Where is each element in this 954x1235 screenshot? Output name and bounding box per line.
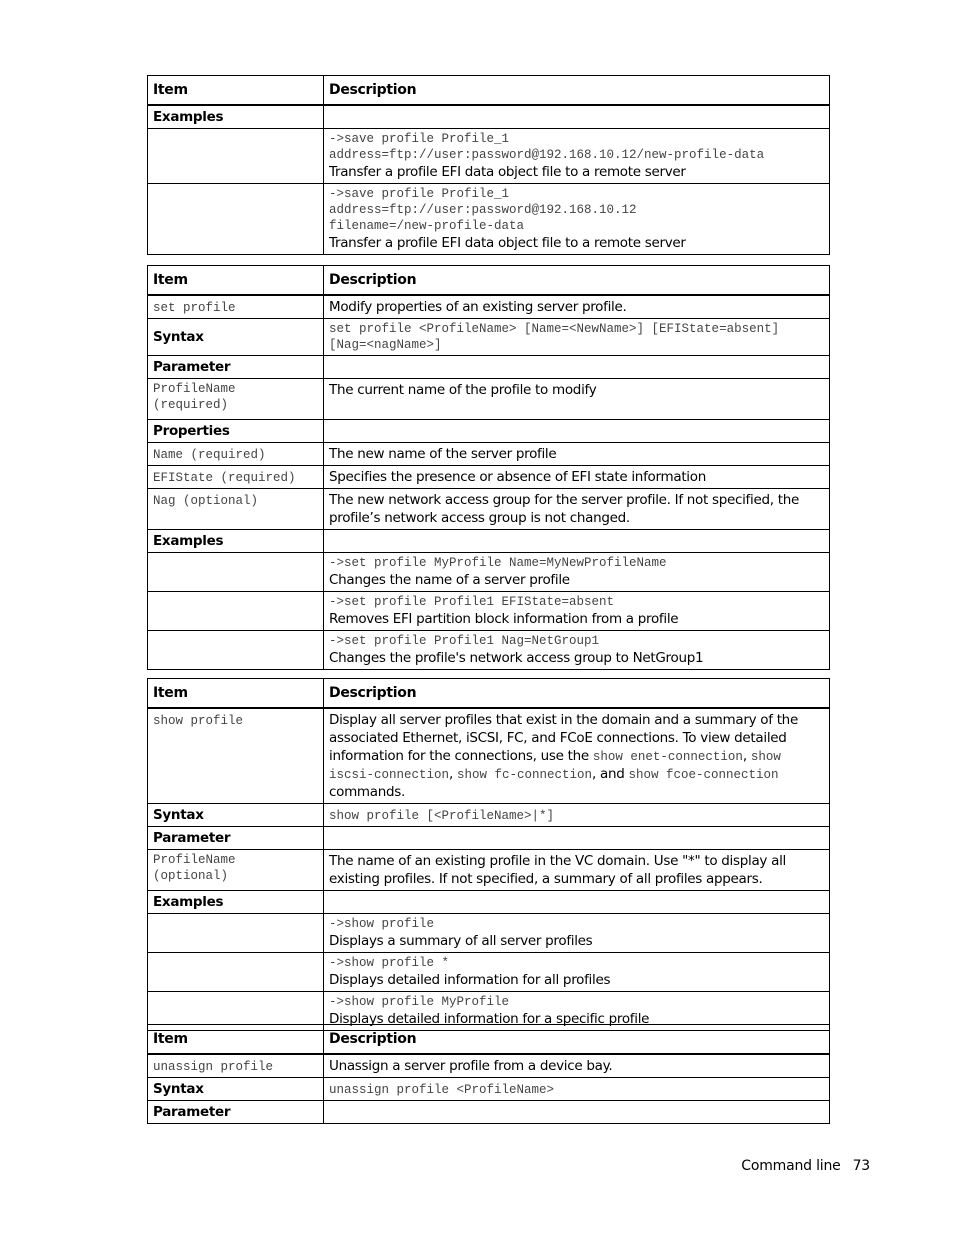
example-command-line: address=ftp://user:password@192.168.10.12 xyxy=(329,203,637,217)
header-description: Description xyxy=(324,266,830,296)
example-row xyxy=(148,592,830,631)
syntax-row xyxy=(148,1078,830,1101)
property-description: The new network access group for the server profile. If not specified, the profile’s network access group is not changed. xyxy=(324,489,830,530)
header-item: Item xyxy=(148,679,324,709)
parameter-name: ProfileName (optional) xyxy=(148,850,324,891)
command-name: unassign profile xyxy=(148,1054,324,1078)
parameter-name: ProfileName (required) xyxy=(148,379,324,420)
example-command: ->set profile Profile1 EFIState=absent xyxy=(329,595,615,609)
property-name: EFIState (required) xyxy=(148,466,324,489)
parameter-description: The current name of the profile to modify xyxy=(324,379,830,420)
header-item: Item xyxy=(148,1025,324,1055)
table-header-row xyxy=(148,266,830,296)
table-header-row xyxy=(148,679,830,709)
parameter-label: Parameter xyxy=(148,827,324,850)
footer-section-title: Command line xyxy=(741,1158,841,1174)
example-command: ->show profile MyProfile xyxy=(329,995,510,1009)
parameter-label: Parameter xyxy=(148,1101,324,1124)
property-row xyxy=(148,489,830,530)
example-command-line: ->save profile Profile_1 xyxy=(329,132,510,146)
example-command-line: ->save profile Profile_1 xyxy=(329,187,510,201)
command-name: set profile xyxy=(148,295,324,319)
command-row xyxy=(148,708,830,804)
example-cell xyxy=(324,592,830,631)
inline-code: show fcoe-connection xyxy=(628,768,779,782)
property-row xyxy=(148,466,830,489)
example-row xyxy=(148,129,830,184)
table-header-row xyxy=(148,1025,830,1055)
properties-label-row xyxy=(148,420,830,443)
syntax-label: Syntax xyxy=(148,1078,324,1101)
example-cell xyxy=(324,129,830,184)
example-row xyxy=(148,953,830,992)
example-cell xyxy=(324,184,830,255)
example-description: Displays detailed information for all profiles xyxy=(329,972,611,988)
command-row xyxy=(148,295,830,319)
parameter-label-row xyxy=(148,827,830,850)
example-command: ->show profile xyxy=(329,917,435,931)
syntax-line: [Nag=<nagName>] xyxy=(329,338,442,352)
page-footer xyxy=(741,1158,870,1174)
example-cell xyxy=(324,553,830,592)
parameter-label-row xyxy=(148,1101,830,1124)
example-command-line: address=ftp://user:password@192.168.10.12/new-profile-data xyxy=(329,148,765,162)
header-item: Item xyxy=(148,76,324,106)
properties-label: Properties xyxy=(148,420,324,443)
example-cell xyxy=(324,914,830,953)
table-header-row xyxy=(148,76,830,106)
property-name: Name (required) xyxy=(148,443,324,466)
example-cell xyxy=(324,953,830,992)
inline-code: show fc-connection xyxy=(457,768,593,782)
example-command: ->set profile Profile1 Nag=NetGroup1 xyxy=(329,634,600,648)
syntax-row xyxy=(148,319,830,356)
example-description: Changes the profile's network access group to NetGroup1 xyxy=(329,650,704,666)
set-profile-table xyxy=(147,265,830,670)
syntax-label: Syntax xyxy=(148,804,324,827)
syntax-cell: unassign profile <ProfileName> xyxy=(324,1078,830,1101)
parameter-label-row xyxy=(148,356,830,379)
header-item: Item xyxy=(148,266,324,296)
example-row xyxy=(148,631,830,670)
command-description: Unassign a server profile from a device bay. xyxy=(324,1054,830,1078)
example-row xyxy=(148,184,830,255)
syntax-cell xyxy=(324,319,830,356)
examples-label-row xyxy=(148,891,830,914)
show-profile-table xyxy=(147,678,830,1031)
save-profile-table-continued xyxy=(147,75,830,255)
examples-label: Examples xyxy=(148,105,324,129)
example-description: Displays detailed information for a specific profile xyxy=(329,1011,650,1027)
example-command: ->show profile * xyxy=(329,956,450,970)
command-name: show profile xyxy=(148,708,324,804)
example-row xyxy=(148,553,830,592)
parameter-row xyxy=(148,850,830,891)
example-description: Changes the name of a server profile xyxy=(329,572,570,588)
parameter-description: The name of an existing profile in the VC domain. Use "*" to display all existing profiles. If not specified, a summary of all profiles appears. xyxy=(324,850,830,891)
header-description: Description xyxy=(324,76,830,106)
header-description: Description xyxy=(324,1025,830,1055)
example-row xyxy=(148,914,830,953)
inline-code: show enet-connection xyxy=(592,750,743,764)
syntax-row xyxy=(148,804,830,827)
command-row xyxy=(148,1054,830,1078)
parameter-label: Parameter xyxy=(148,356,324,379)
example-description: Displays a summary of all server profiles xyxy=(329,933,593,949)
property-row xyxy=(148,443,830,466)
property-description: Specifies the presence or absence of EFI state information xyxy=(324,466,830,489)
parameter-row xyxy=(148,379,830,420)
unassign-profile-table xyxy=(147,1024,830,1124)
examples-label-row xyxy=(148,105,830,129)
examples-label-row xyxy=(148,530,830,553)
property-description: The new name of the server profile xyxy=(324,443,830,466)
example-command-line: filename=/new-profile-data xyxy=(329,219,525,233)
syntax-line: set profile <ProfileName> [Name=<NewName>] [EFIState=absent] xyxy=(329,322,780,336)
page-number: 73 xyxy=(852,1158,870,1174)
command-description: Modify properties of an existing server profile. xyxy=(324,295,830,319)
examples-label: Examples xyxy=(148,530,324,553)
command-description: Display all server profiles that exist in the domain and a summary of the associated Ethernet, iSCSI, FC, and FCoE connections. To view detailed information for the connections, use the show enet-connection, show iscsi-connection, show fc-connection, and show fcoe-connection commands. xyxy=(324,708,830,804)
inline-code: show iscsi-connection xyxy=(329,750,781,782)
example-command: ->set profile MyProfile Name=MyNewProfileName xyxy=(329,556,667,570)
examples-label: Examples xyxy=(148,891,324,914)
example-description: Removes EFI partition block information from a profile xyxy=(329,611,679,627)
example-cell xyxy=(324,631,830,670)
header-description: Description xyxy=(324,679,830,709)
example-description: Transfer a profile EFI data object file to a remote server xyxy=(329,235,686,251)
syntax-label: Syntax xyxy=(148,319,324,356)
property-name: Nag (optional) xyxy=(148,489,324,530)
syntax-cell: show profile [<ProfileName>|*] xyxy=(324,804,830,827)
example-description: Transfer a profile EFI data object file to a remote server xyxy=(329,164,686,180)
